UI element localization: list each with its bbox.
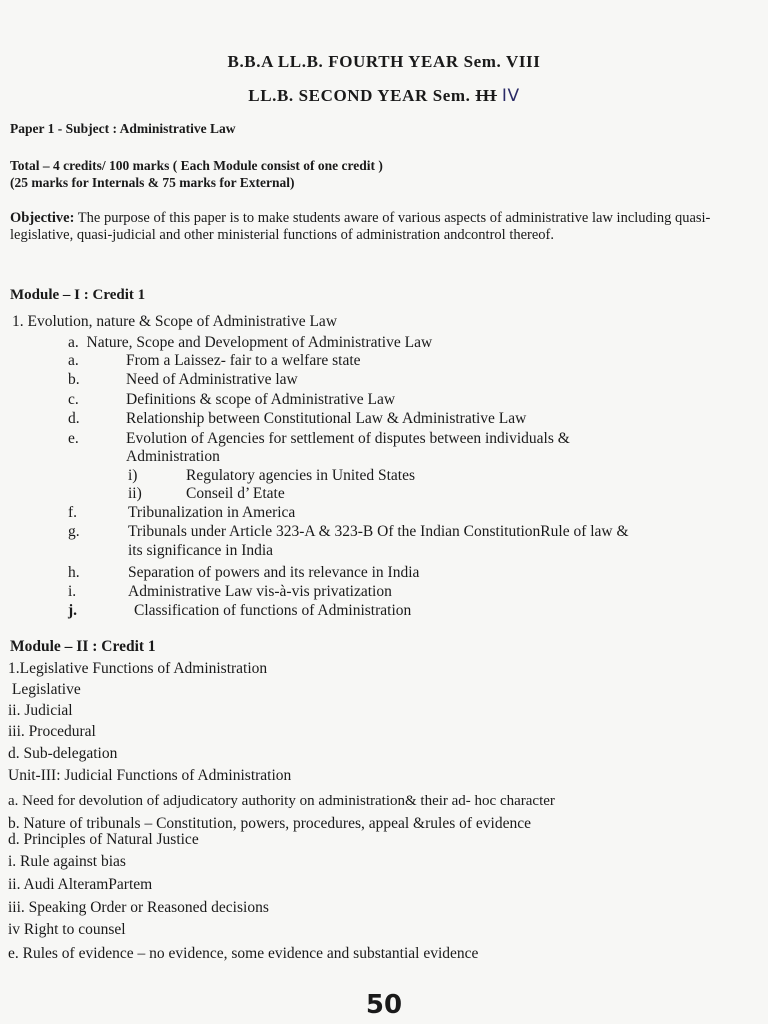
module1-line: ii) Conseil d’ Etate [128,485,285,502]
credits-line2: (25 marks for Internals & 75 marks for External) [10,175,295,190]
module1-line: 1. Evolution, nature & Scope of Administrative Law [12,313,338,330]
module2-line: d. Principles of Natural Justice [8,831,199,848]
module2-line: i. Rule against bias [8,853,126,870]
module2-line: e. Rules of evidence – no evidence, some evidence and substantial evidence [8,945,479,962]
module1-line: a. Nature, Scope and Development of Administrative Law [68,334,433,351]
module1-line: Administration [126,448,220,465]
objective-label: Objective: [10,210,75,226]
module1-line: e. Evolution of Agencies for settlement of disputes between individuals & [68,430,570,447]
module2-line: a. Need for devolution of adjudicatory authority on administration& their ad- hoc character [8,793,555,809]
paper-subject: Paper 1 - Subject : Administrative Law [10,121,236,136]
struck-semester: III [475,86,498,105]
module1-line: b. Need of Administrative law [68,371,298,388]
module1-line: g. Tribunals under Article 323-A & 323-B Of the Indian ConstitutionRule of law & [68,523,629,540]
module1-line: f. Tribunalization in America [68,504,296,521]
course-title-line1: B.B.A LL.B. FOURTH YEAR Sem. VIII [227,52,541,71]
objective-paragraph [10,210,730,244]
page-number: 50 [365,990,403,1020]
module1-line: c. Definitions & scope of Administrative Law [68,391,396,408]
module1-line: its significance in India [128,542,274,559]
module2-line: ii. Audi AlteramPartem [8,876,153,893]
module2-line: iii. Speaking Order or Reasoned decisions [8,899,269,916]
module2-line: Legislative [8,681,81,698]
objective-text: The purpose of this paper is to make students aware of various aspects of administrative law including quasi-legislative, quasi-judicial and other ministerial functions of administration andcontrol thereof. [10,210,711,243]
module2-line: 1.Legislative Functions of Administration [8,660,268,677]
module1-line: h. Separation of powers and its relevance in India [68,564,420,581]
course-title-line2-text: LL.B. SECOND YEAR Sem. [248,86,471,105]
credits-line1: Total – 4 credits/ 100 marks ( Each Module consist of one credit ) [10,158,383,173]
module2-line: Unit-III: Judicial Functions of Administration [8,767,292,784]
module1-line: j. Classification of functions of Administration [68,602,412,619]
course-title-line2 [0,86,768,106]
module1-line: a. From a Laissez- fair to a welfare state [68,352,361,369]
handwritten-semester: IV [501,86,520,106]
module1-line: i. Administrative Law vis-à-vis privatization [68,583,392,600]
module1-line: d. Relationship between Constitutional Law & Administrative Law [68,410,527,427]
module1-heading: Module – I : Credit 1 [10,287,146,303]
credits-block [10,157,755,191]
module2-line: d. Sub-delegation [8,745,118,762]
module2-line: ii. Judicial [8,702,73,719]
module2-line: iv Right to counsel [8,921,126,938]
module1-line: i) Regulatory agencies in United States [128,467,415,484]
module2-line: iii. Procedural [8,723,96,740]
module2-heading: Module – II : Credit 1 [10,638,156,655]
module2-line: b. Nature of tribunals – Constitution, powers, procedures, appeal &rules of evidence [8,815,531,832]
